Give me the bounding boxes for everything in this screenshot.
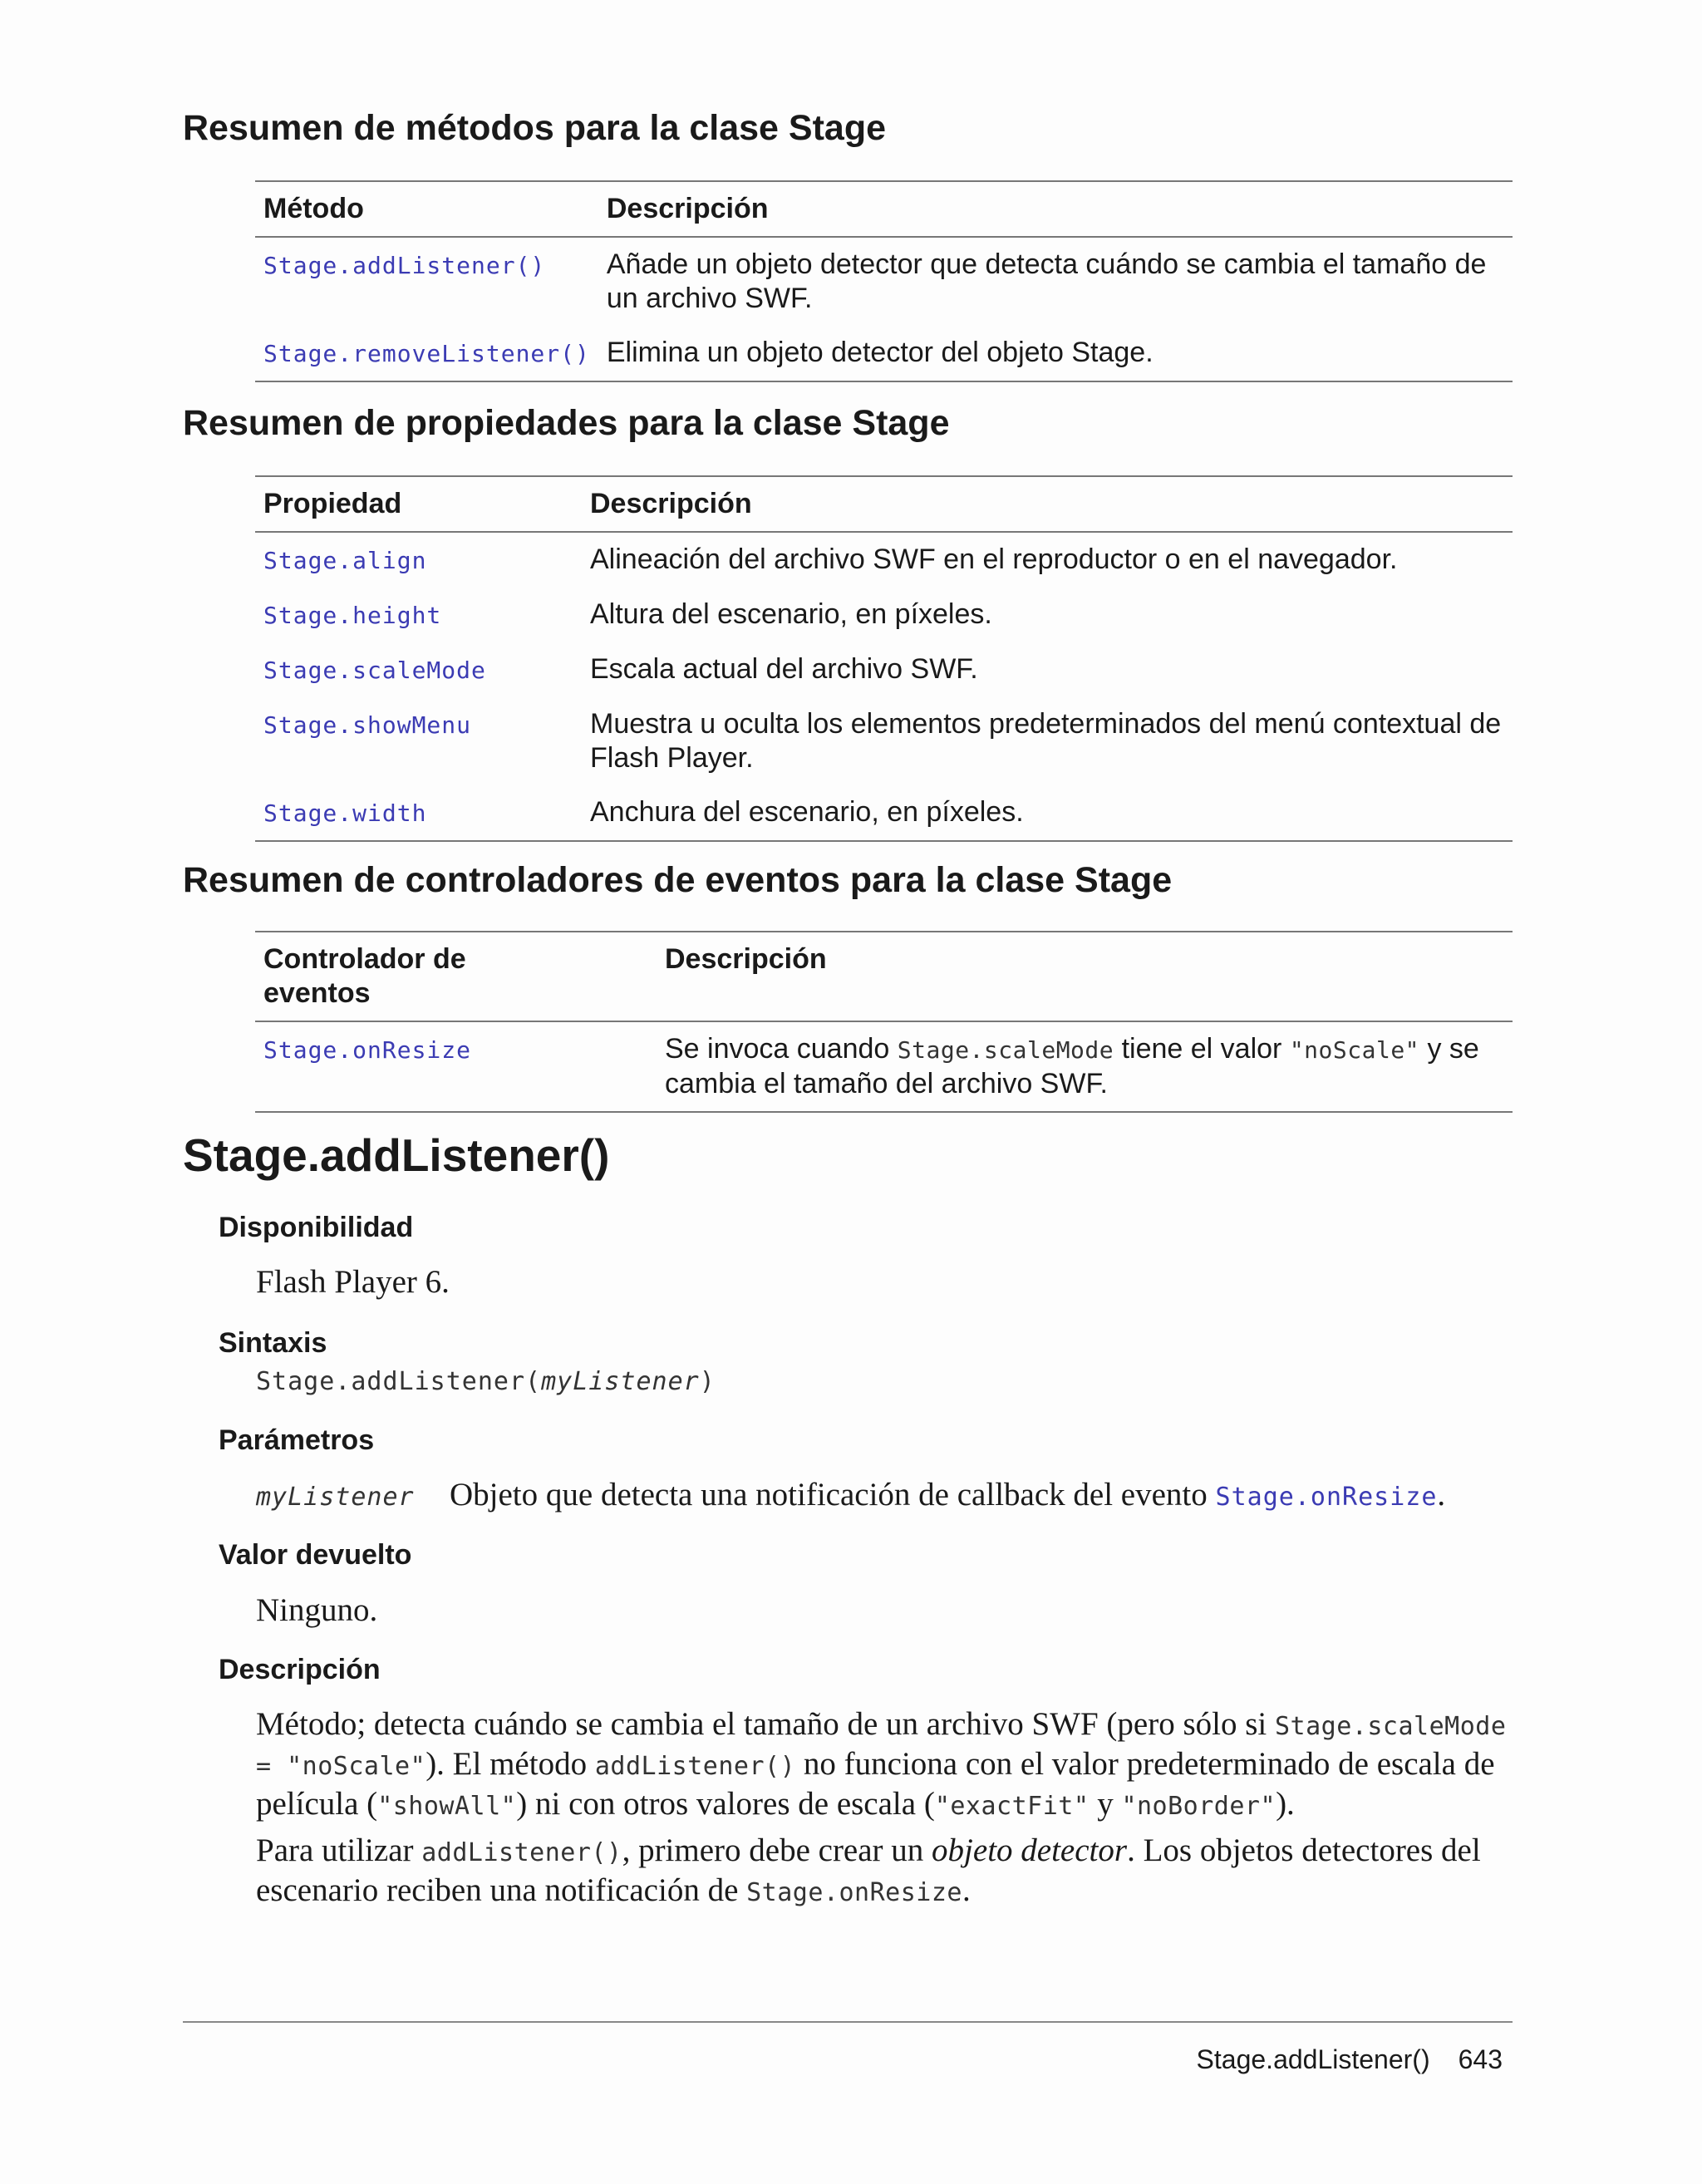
column-header-method: Método (255, 181, 598, 237)
parameter-description: Objeto que detecta una notificación de callback del evento Stage.onResize. (450, 1477, 1446, 1513)
table-cell-description: Altura del escenario, en píxeles. (590, 598, 992, 630)
inline-code: Stage.scaleMode (897, 1036, 1114, 1064)
table-row (255, 237, 1513, 326)
description-paragraph-2: Para utilizar addListener(), primero debe crear un objeto detector. Los objetos detectores del escenario reciben una notificación de Stage.onResize. (256, 1832, 1481, 1908)
syntax-code: Stage.addListener(myListener) (256, 1367, 716, 1396)
return-value-heading: Valor devuelto (219, 1539, 412, 1571)
table-row (255, 588, 1513, 642)
description-heading: Descripción (219, 1654, 381, 1685)
parameter-row (256, 1476, 1513, 1513)
table-row (255, 785, 1513, 841)
events-summary-heading: Resumen de controladores de eventos para la clase Stage (183, 860, 1173, 900)
property-link-scalemode[interactable]: Stage.scaleMode (263, 657, 486, 684)
running-head: Stage.addListener() (1196, 2044, 1430, 2074)
table-cell-description: Se invoca cuando Stage.scaleMode tiene el valor "noScale" y se cambia el tamaño del archivo SWF. (665, 1033, 1479, 1099)
table-header-row (255, 181, 1513, 237)
inline-code: "noScale" (1289, 1036, 1420, 1064)
property-link-width[interactable]: Stage.width (263, 799, 427, 827)
table-row (255, 697, 1513, 785)
column-header-description: Descripción (598, 181, 1513, 237)
table-cell-description: Muestra u oculta los elementos predeterminados del menú contextual de Flash Player. (590, 708, 1502, 774)
page-number: 643 (1458, 2044, 1503, 2074)
syntax-heading: Sintaxis (219, 1327, 327, 1359)
properties-table (255, 475, 1513, 842)
methods-summary-heading: Resumen de métodos para la clase Stage (183, 108, 886, 148)
parameter-name: myListener (256, 1483, 415, 1512)
availability-heading: Disponibilidad (219, 1212, 414, 1243)
page-footer (1197, 2044, 1503, 2075)
availability-text: Flash Player 6. (256, 1264, 450, 1300)
parameters-heading: Parámetros (219, 1424, 375, 1456)
table-row (255, 642, 1513, 697)
table-row (255, 532, 1513, 588)
events-table (255, 931, 1513, 1113)
column-header-description: Descripción (657, 932, 1513, 1021)
table-header-row (255, 476, 1513, 532)
table-cell-description: Alineación del archivo SWF en el reproductor o en el navegador. (590, 544, 1398, 575)
table-cell-description: Elimina un objeto detector del objeto Stage. (606, 337, 1154, 368)
table-row (255, 326, 1513, 381)
property-link-showmenu[interactable]: Stage.showMenu (263, 711, 472, 739)
method-link-removelistener[interactable]: Stage.removeListener() (263, 340, 590, 367)
event-link-onresize[interactable]: Stage.onResize (263, 1036, 472, 1064)
table-cell-description: Escala actual del archivo SWF. (590, 653, 978, 685)
column-header-handler: Controlador de eventos (255, 932, 657, 1021)
table-cell-description: Anchura del escenario, en píxeles. (590, 796, 1024, 828)
onresize-link[interactable]: Stage.onResize (1215, 1483, 1438, 1512)
properties-summary-heading: Resumen de propiedades para la clase Stage (183, 403, 950, 443)
table-header-row (255, 932, 1513, 1021)
methods-table (255, 180, 1513, 382)
footer-divider (183, 2021, 1513, 2023)
property-link-height[interactable]: Stage.height (263, 602, 442, 629)
method-link-addlistener[interactable]: Stage.addListener() (263, 252, 546, 279)
entry-title: Stage.addListener() (183, 1129, 610, 1181)
table-row (255, 1021, 1513, 1112)
column-header-description: Descripción (582, 476, 1513, 532)
return-value-text: Ninguno. (256, 1592, 378, 1628)
column-header-property: Propiedad (255, 476, 582, 532)
description-paragraph-1: Método; detecta cuándo se cambia el tamaño de un archivo SWF (pero sólo si Stage.scaleMode = "noScale"). El método addListener() no funciona con el valor predeterminado de escala de película ("showAll") ni con otros valores de escala ("exactFit" y "noBorder"). (256, 1706, 1507, 1822)
table-cell-description: Añade un objeto detector que detecta cuándo se cambia el tamaño de un archivo SWF. (606, 248, 1487, 314)
property-link-align[interactable]: Stage.align (263, 547, 427, 574)
